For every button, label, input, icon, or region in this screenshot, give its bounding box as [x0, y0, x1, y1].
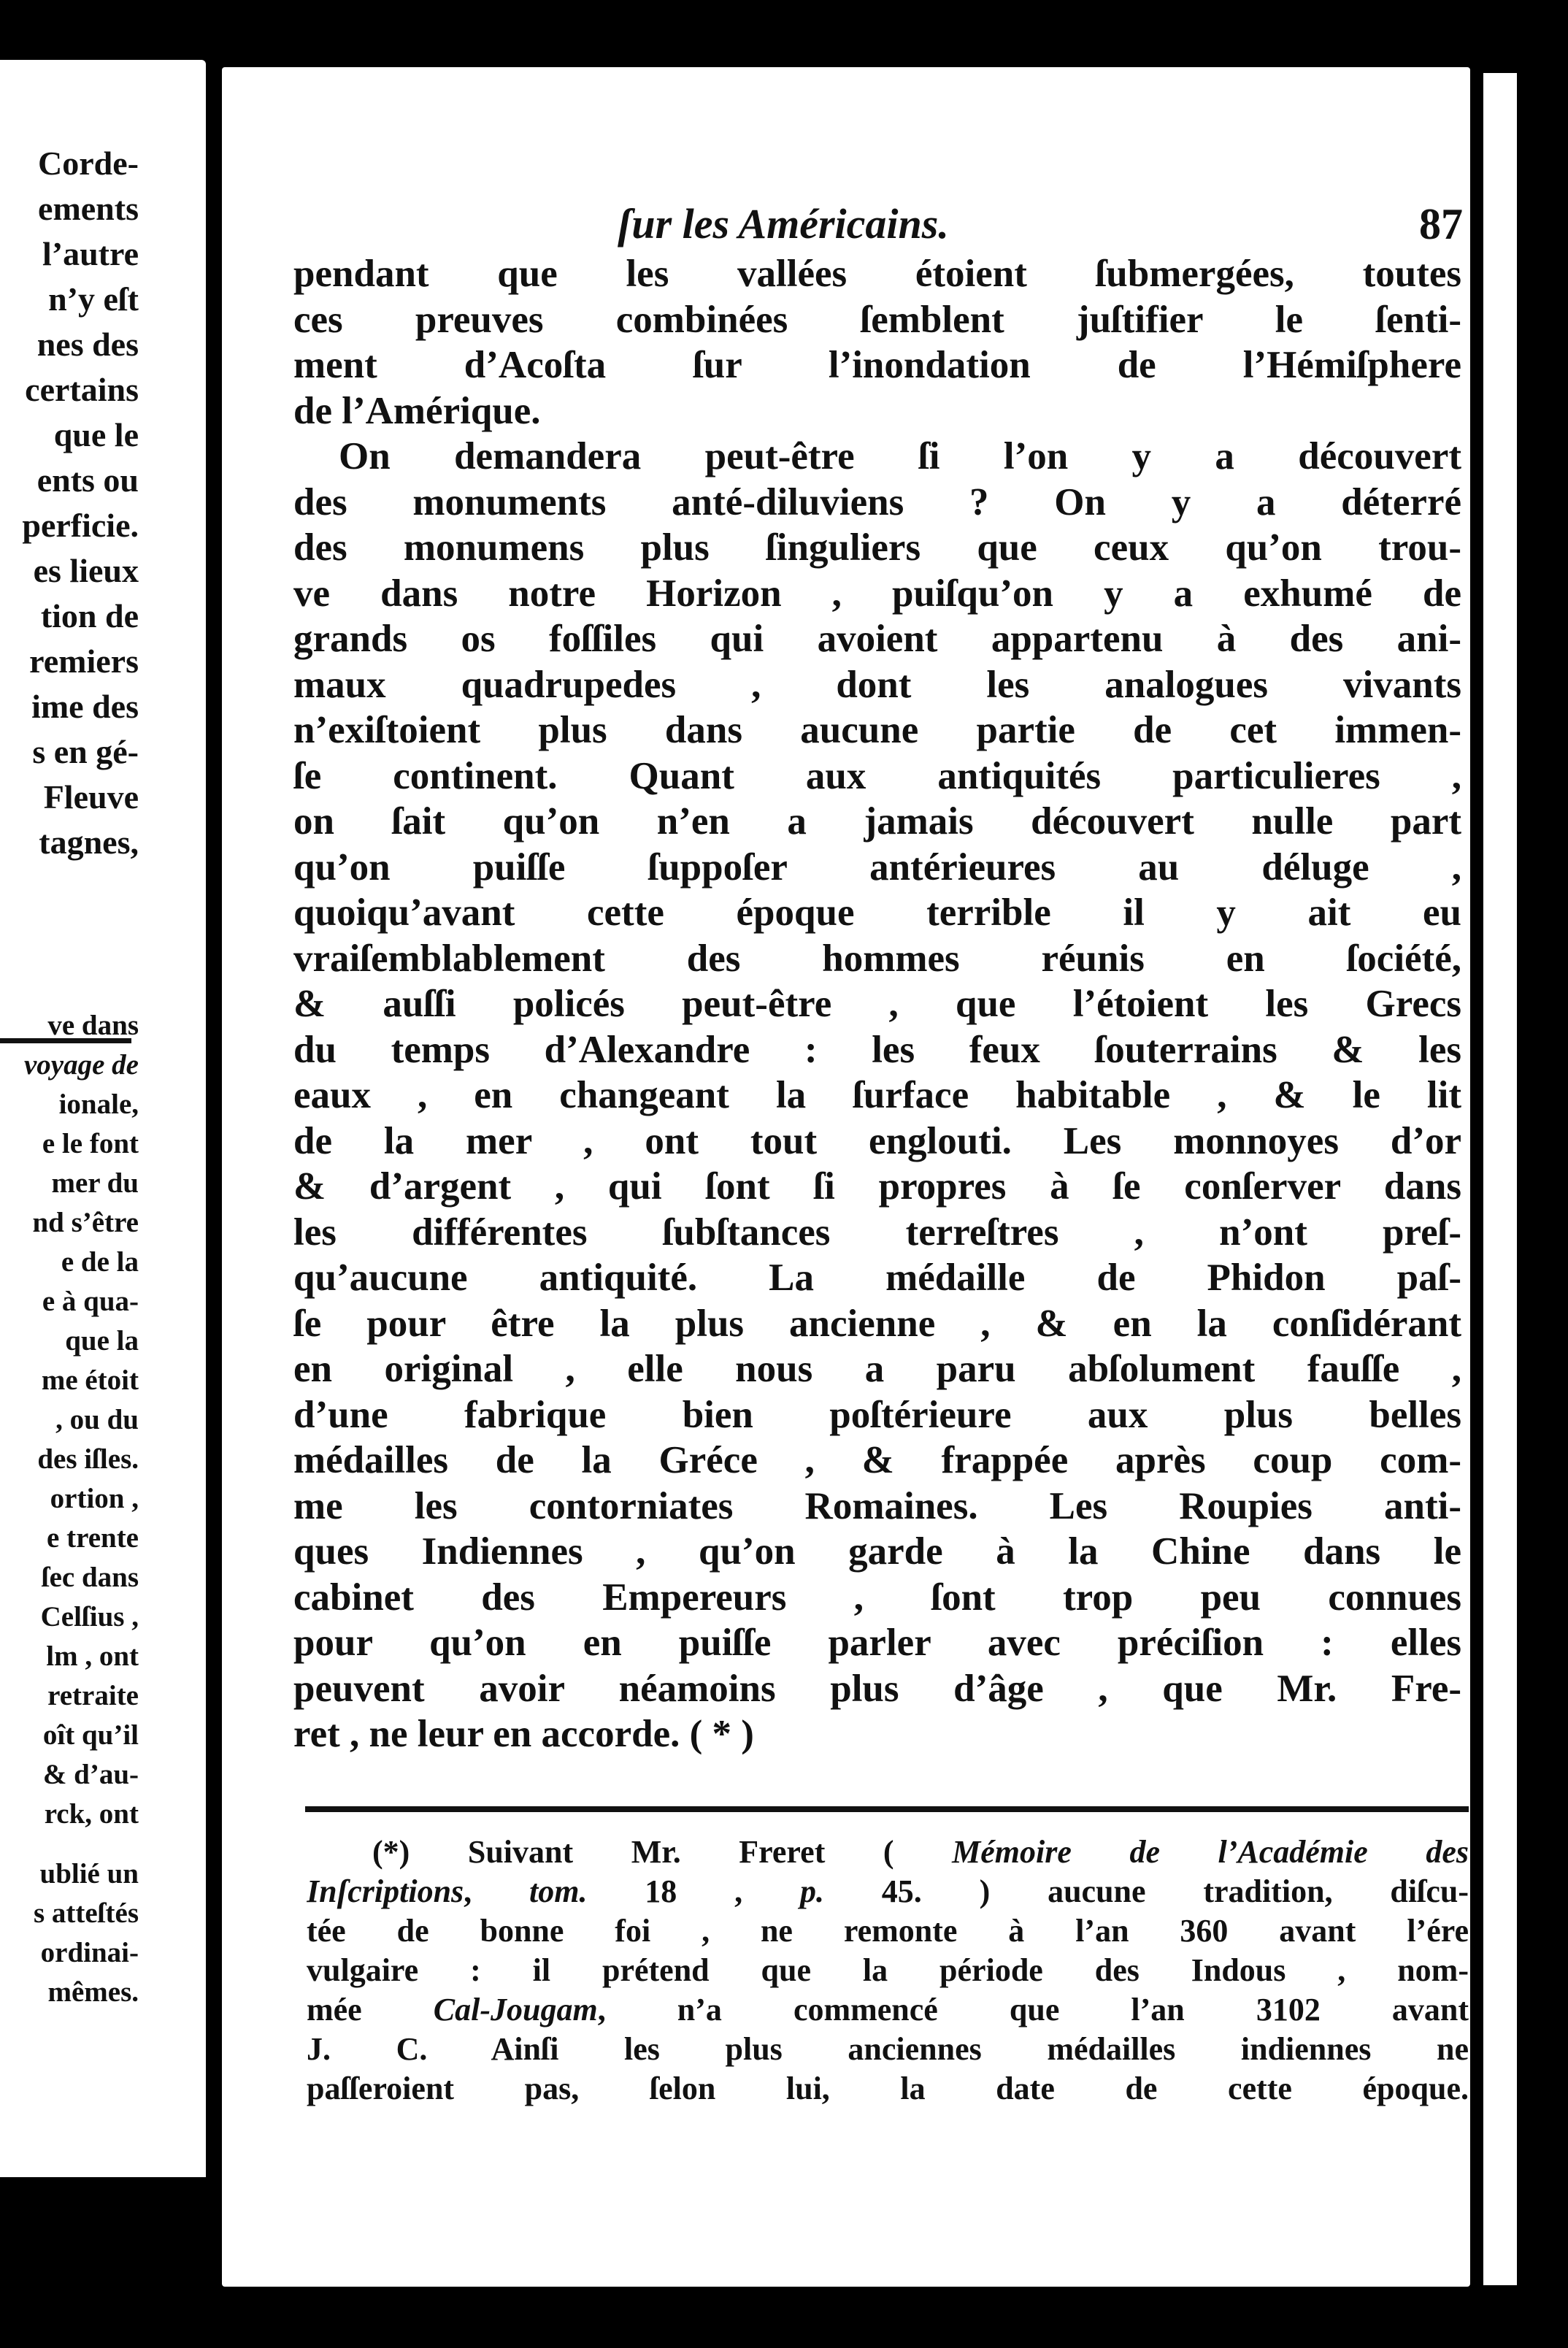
text-line: les différentes ſubſtances terreſtres , n’ont preſ- — [293, 1211, 1461, 1254]
text-line: peuvent avoir néamoins plus d’âge , que Mr. Fre- — [293, 1667, 1461, 1710]
previous-page-footnote-line: & d’au- — [42, 1759, 139, 1790]
previous-page-line: s en gé- — [32, 733, 139, 770]
previous-page-line: que le — [53, 416, 139, 453]
previous-page-footnote-line: e trente — [47, 1522, 139, 1554]
footnote-line — [307, 2030, 1469, 2069]
previous-page-line: remiers — [29, 642, 139, 680]
text-line: des monuments anté-diluviens ? On y a déterré — [293, 480, 1461, 523]
previous-page-footnote-line: mer du — [51, 1167, 139, 1199]
previous-page-footnote-line: e de la — [61, 1246, 139, 1278]
text-line: maux quadrupedes , dont les analogues vivants — [293, 663, 1461, 706]
footnote-line — [307, 2069, 1469, 2109]
text-line: cabinet des Empereurs , ſont trop peu connues — [293, 1576, 1461, 1619]
footnote-line — [307, 1951, 1469, 1990]
previous-page-line: certains — [25, 371, 139, 408]
text-line: médailles de la Gréce , & frappée après coup com- — [293, 1439, 1461, 1481]
footnote-italic-text: tom. — [529, 1873, 588, 1909]
footnote-rule — [305, 1806, 1469, 1812]
previous-page-footnote-line: ve dans — [47, 1010, 139, 1041]
previous-page-footnote-line: ortion , — [50, 1483, 139, 1514]
previous-page-line: n’y eſt — [48, 280, 139, 318]
text-line: pour qu’on en puiſſe parler avec préciſion : elles — [293, 1622, 1461, 1664]
text-line: qu’on puiſſe ſuppoſer antérieures au déluge , — [293, 845, 1461, 889]
previous-page-footnote-line: lm , ont — [46, 1641, 139, 1672]
text-line: de l’Amérique. — [293, 389, 541, 432]
footnote — [307, 1833, 1469, 2109]
previous-page-line: perficie. — [22, 507, 139, 544]
footnote-line — [307, 1833, 1469, 1872]
text-line: du temps d’Alexandre : les feux ſouterrains & les — [293, 1028, 1461, 1071]
text-line: qu’aucune antiquité. La médaille de Phidon paſ- — [293, 1257, 1461, 1299]
text-line: n’exiſtoient plus dans aucune partie de cet immen- — [293, 709, 1461, 751]
previous-page-footnote-line: rck, ont — [44, 1798, 139, 1830]
text-line: des monumens plus ſinguliers que ceux qu’on trou- — [293, 526, 1461, 569]
book-page — [222, 67, 1470, 2287]
previous-page-line: l’autre — [42, 235, 139, 272]
text-line: quoiqu’avant cette époque terrible il y ait eu — [293, 891, 1461, 934]
previous-page-line: tagnes, — [39, 824, 139, 861]
footnote-text: vulgaire : il prétend que la période des Indous , nom- — [307, 1952, 1469, 1988]
page-edge — [1479, 73, 1517, 2285]
text-line: en original , elle nous a paru abſolument fauſſe , — [293, 1348, 1461, 1390]
text-line: & auſſi policés peut-être , que l’étoient les Grecs — [293, 983, 1461, 1025]
previous-page-line: tion de — [40, 597, 139, 634]
running-head — [295, 197, 1463, 251]
previous-page-footnote-line: ublié un — [39, 1858, 139, 1889]
text-line: pendant que les vallées étoient ſubmergées, toutes — [293, 253, 1461, 295]
footnote-line — [307, 1872, 1469, 1911]
body-text — [293, 251, 1461, 1757]
previous-page-footnote-line: me étoit — [41, 1365, 139, 1396]
text-line: eaux , en changeant la ſurface habitable , & le lit — [293, 1074, 1461, 1116]
previous-page-footnote-line: s atteſtés — [33, 1898, 139, 1929]
previous-page-footnote-line: ordinai- — [40, 1937, 139, 1968]
footnote-text: 45. ) aucune tradition, diſcu- — [823, 1873, 1469, 1909]
previous-page-footnote-line: nd s’être — [32, 1207, 139, 1238]
footnote-text: mée — [307, 1992, 434, 2027]
text-line: ces preuves combinées ſemblent juſtifier le ſenti- — [293, 298, 1461, 341]
previous-page-footnote-line: e à qua- — [42, 1286, 139, 1317]
text-line: me les contorniates Romaines. Les Roupies anti- — [293, 1484, 1461, 1527]
text-line: grands os foſſiles qui avoient appartenu à des ani- — [293, 618, 1461, 660]
previous-page-footnote-line: retraite — [47, 1680, 139, 1711]
footnote-text: 18 , — [587, 1873, 800, 1909]
footnote-italic-text: Cal-Jougam — [433, 1992, 598, 2027]
footnote-text: J. C. Ainſi les plus anciennes médailles indiennes ne — [307, 2031, 1469, 2067]
previous-page-fragment — [0, 60, 206, 2177]
footnote-text: paſſeroient pas, ſelon lui, la date de cette époque. — [307, 2071, 1469, 2106]
previous-page-line: ents ou — [36, 461, 139, 499]
text-line: ſe pour être la plus ancienne , & en la conſidérant — [293, 1302, 1461, 1345]
previous-page-footnote-line: oît qu’il — [42, 1719, 139, 1751]
text-line: on ſait qu’on n’en a jamais découvert nulle part — [293, 800, 1461, 843]
previous-page-footnote-line: e le font — [42, 1128, 139, 1159]
text-line: ques Indiennes , qu’on garde à la Chine dans le — [293, 1530, 1461, 1573]
previous-page-footnote-line: , ou du — [55, 1404, 139, 1435]
footnote-text: (*) Suivant Mr. Freret ( — [372, 1834, 953, 1870]
previous-page-line: nes des — [36, 326, 139, 363]
previous-page-line: Corde- — [38, 145, 139, 182]
text-line: ſe continent. Quant aux antiquités particulieres , — [293, 754, 1461, 797]
previous-page-footnote-line: ionale, — [58, 1089, 139, 1120]
footnote-text: tée de bonne foi , ne remonte à l’an 360 avant l’ére — [307, 1913, 1469, 1949]
text-line: ve dans notre Horizon , puiſqu’on y a exhumé de — [293, 572, 1461, 615]
footnote-italic-text: Mémoire de l’Académie des — [952, 1834, 1469, 1870]
text-line: d’une fabrique bien poſtérieure aux plus belles — [293, 1393, 1461, 1436]
page-number: 87 — [1419, 200, 1463, 248]
text-line: ment d’Acoſta ſur l’inondation de l’Hémiſphere — [293, 344, 1461, 386]
footnote-italic-text: p. — [799, 1873, 824, 1909]
footnote-text: , n’a commencé que l’an 3102 avant — [597, 1992, 1469, 2027]
previous-page-line: ime des — [31, 688, 139, 725]
text-line: On demandera peut-être ſi l’on y a découvert — [339, 435, 1461, 477]
previous-page-line: ements — [38, 190, 139, 227]
previous-page-line: es lieux — [33, 552, 139, 589]
text-line: ret , ne leur en accorde. ( * ) — [293, 1713, 754, 1755]
footnote-italic-text: Inſcriptions — [307, 1873, 464, 1909]
previous-page-footnote-line: mêmes. — [47, 1976, 139, 2008]
previous-page-footnote-line: Celſius , — [40, 1601, 139, 1633]
text-line: vraiſemblablement des hommes réunis en ſociété, — [293, 937, 1461, 980]
previous-page-line: Fleuve — [43, 778, 139, 816]
previous-page-footnote-line: que la — [65, 1325, 139, 1357]
previous-page-footnote-line: ſec dans — [41, 1562, 139, 1593]
previous-page-footnote-line: des iſles. — [37, 1443, 139, 1475]
footnote-text: , — [464, 1873, 529, 1909]
text-line: de la mer , ont tout englouti. Les monnoyes d’or — [293, 1119, 1461, 1162]
previous-page-footnote-line: voyage de — [24, 1049, 139, 1081]
footnote-line — [307, 1990, 1469, 2030]
running-title: ſur les Américains. — [618, 200, 949, 248]
text-line: & d’argent , qui ſont ſi propres à ſe conſerver dans — [293, 1165, 1461, 1208]
footnote-line — [307, 1911, 1469, 1951]
